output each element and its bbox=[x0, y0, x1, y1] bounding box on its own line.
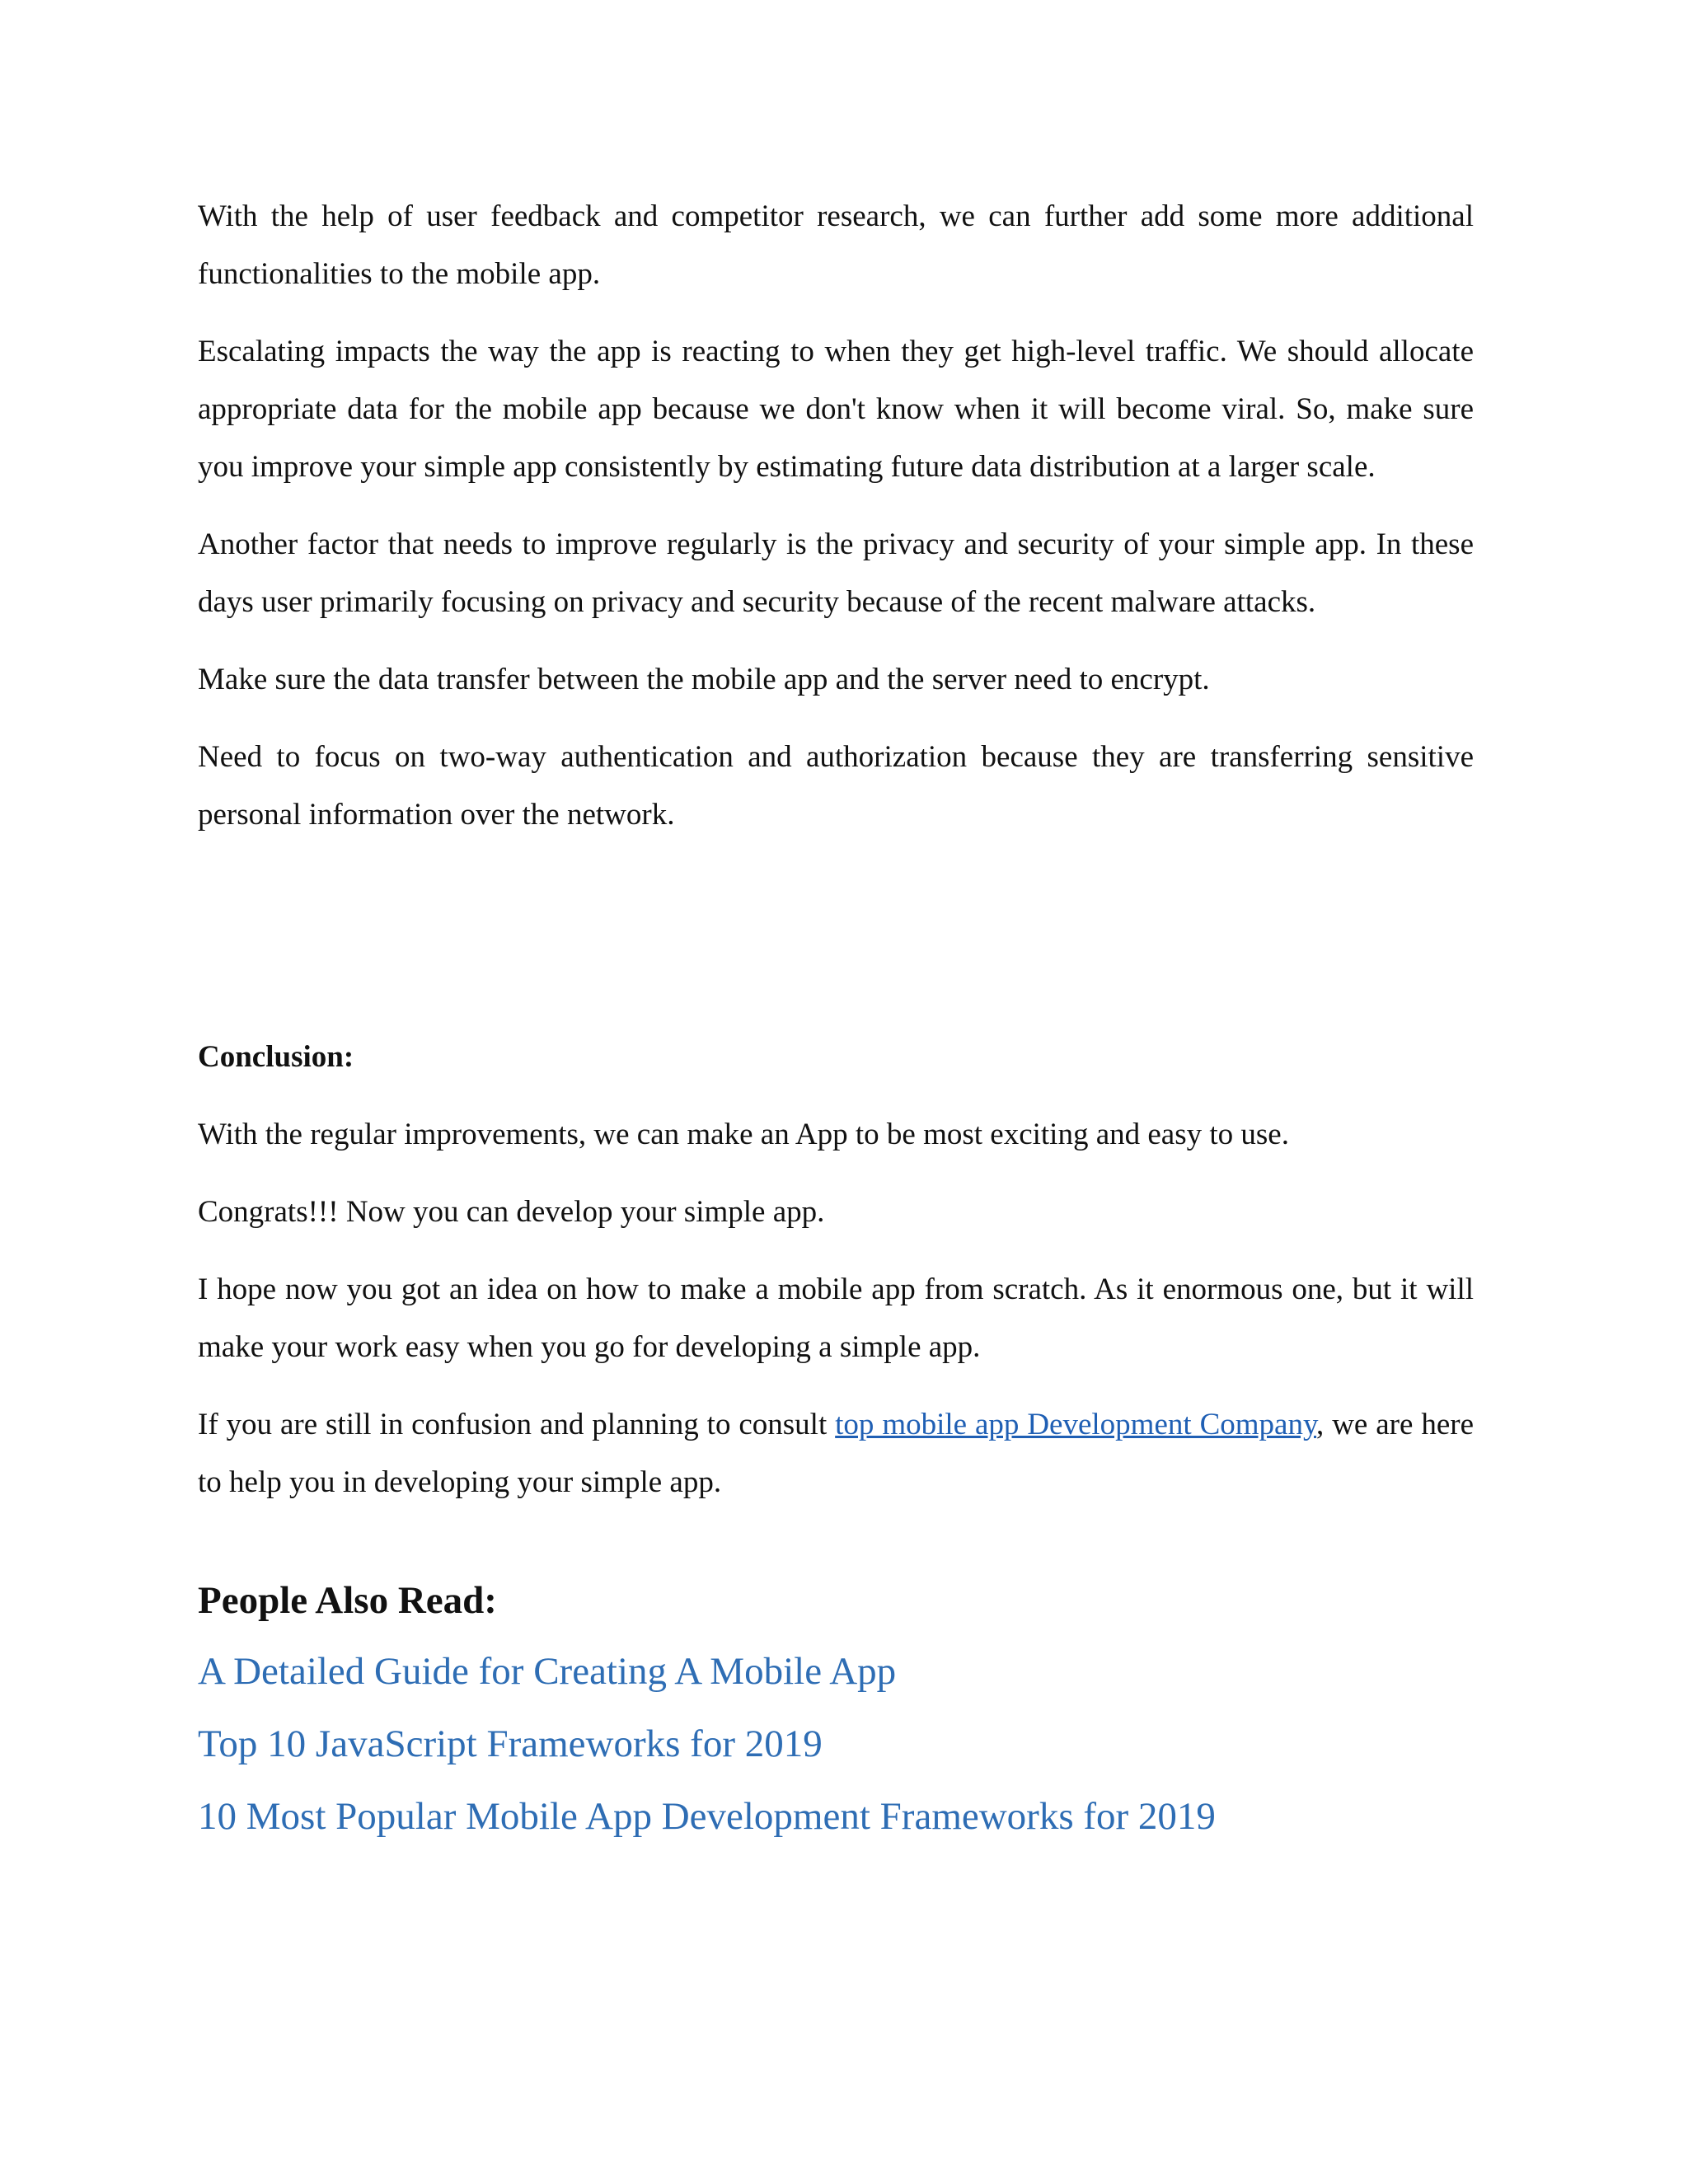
paragraph-congrats: Congrats!!! Now you can develop your simple app. bbox=[198, 1195, 825, 1229]
paragraph-improvements: With the regular improvements, we can make an App to be most exciting and easy to use. bbox=[198, 1118, 1289, 1151]
company-link[interactable]: top mobile app Development Company bbox=[835, 1408, 1317, 1441]
conclusion-heading: Conclusion: bbox=[198, 1040, 354, 1074]
document-page bbox=[198, 188, 1474, 1858]
read-link-guide[interactable]: A Detailed Guide for Creating A Mobile App bbox=[198, 1650, 897, 1693]
paragraph-feedback: With the help of user feedback and competitor research, we can further add some more additional functionalities to the mobile app. bbox=[198, 199, 1474, 291]
paragraph-privacy: Another factor that needs to improve regularly is the privacy and security of your simple app. In these days user primarily focusing on privacy and security because of the recent malware attacks. bbox=[198, 527, 1474, 619]
read-link-javascript[interactable]: Top 10 JavaScript Frameworks for 2019 bbox=[198, 1722, 823, 1765]
paragraph-escalating: Escalating impacts the way the app is reacting to when they get high-level traffic. We should allocate appropriate data for the mobile app because we don't know when it will become viral. So, make sure you improve your simple app consistently by estimating future data distribution at a larger scale. bbox=[198, 335, 1474, 484]
read-link-frameworks[interactable]: 10 Most Popular Mobile App Development Frameworks for 2019 bbox=[198, 1795, 1216, 1838]
section-spacer bbox=[198, 864, 1474, 1029]
paragraph-authentication: Need to focus on two-way authentication and authorization because they are transferring sensitive personal information over the network. bbox=[198, 740, 1474, 832]
paragraph-consult bbox=[198, 1396, 1474, 1511]
consult-text-after: , we are here to help you in developing your simple app. bbox=[198, 1408, 1474, 1499]
people-also-read-heading: People Also Read: bbox=[198, 1579, 497, 1622]
paragraph-idea: I hope now you got an idea on how to make a mobile app from scratch. As it enormous one, but it will make your work easy when you go for developing a simple app. bbox=[198, 1272, 1474, 1364]
consult-text-before: If you are still in confusion and planning to consult bbox=[198, 1408, 836, 1441]
paragraph-encrypt: Make sure the data transfer between the mobile app and the server need to encrypt. bbox=[198, 663, 1210, 696]
